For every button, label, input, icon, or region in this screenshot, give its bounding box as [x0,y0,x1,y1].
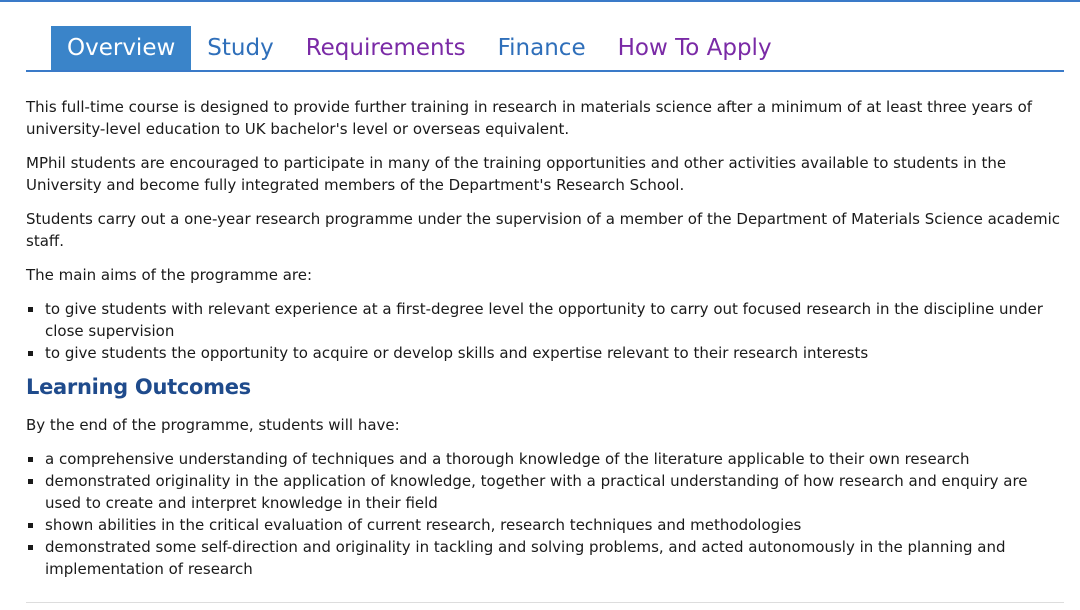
list-item: demonstrated some self-direction and originality in tackling and solving problems, and acted autonomously in the planning and implementation of research [26,536,1062,580]
overview-paragraph: This full-time course is designed to provide further training in research in materials science after a minimum of at least three years of university-level education to UK bachelor's level or overseas equivalent. [26,98,1033,138]
list-item: demonstrated originality in the application of knowledge, together with a practical understanding of how research and enquiry are used to create and interpret knowledge in their field [26,470,1062,514]
learning-outcomes-list [26,448,1062,580]
aims-list [26,298,1062,364]
overview-paragraph: Students carry out a one-year research programme under the supervision of a member of the Department of Materials Science academic staff. [26,210,1061,250]
learning-outcomes-intro: By the end of the programme, students will have: [26,416,400,434]
top-border [0,0,1080,2]
overview-panel [26,96,1062,588]
list-item: a comprehensive understanding of techniques and a thorough knowledge of the literature applicable to their own research [26,448,1062,470]
learning-outcomes-heading: Learning Outcomes [26,375,251,399]
list-item: to give students with relevant experience at a first-degree level the opportunity to carry out focused research in the discipline under close supervision [26,298,1062,342]
tab-overview[interactable]: Overview [51,26,191,70]
list-item: shown abilities in the critical evaluation of current research, research techniques and methodologies [26,514,1062,536]
section-divider [26,602,1064,603]
list-item: to give students the opportunity to acquire or develop skills and expertise relevant to their research interests [26,342,1062,364]
aims-intro: The main aims of the programme are: [26,266,313,284]
tab-study[interactable]: Study [207,35,274,61]
overview-paragraph: MPhil students are encouraged to participate in many of the training opportunities and other activities available to students in the University and become fully integrated members of the Department's Research School. [26,154,1007,194]
tab-how-to-apply[interactable]: How To Apply [617,35,772,61]
tab-bar [26,26,1064,72]
tab-finance[interactable]: Finance [497,35,586,61]
tab-requirements[interactable]: Requirements [305,35,466,61]
